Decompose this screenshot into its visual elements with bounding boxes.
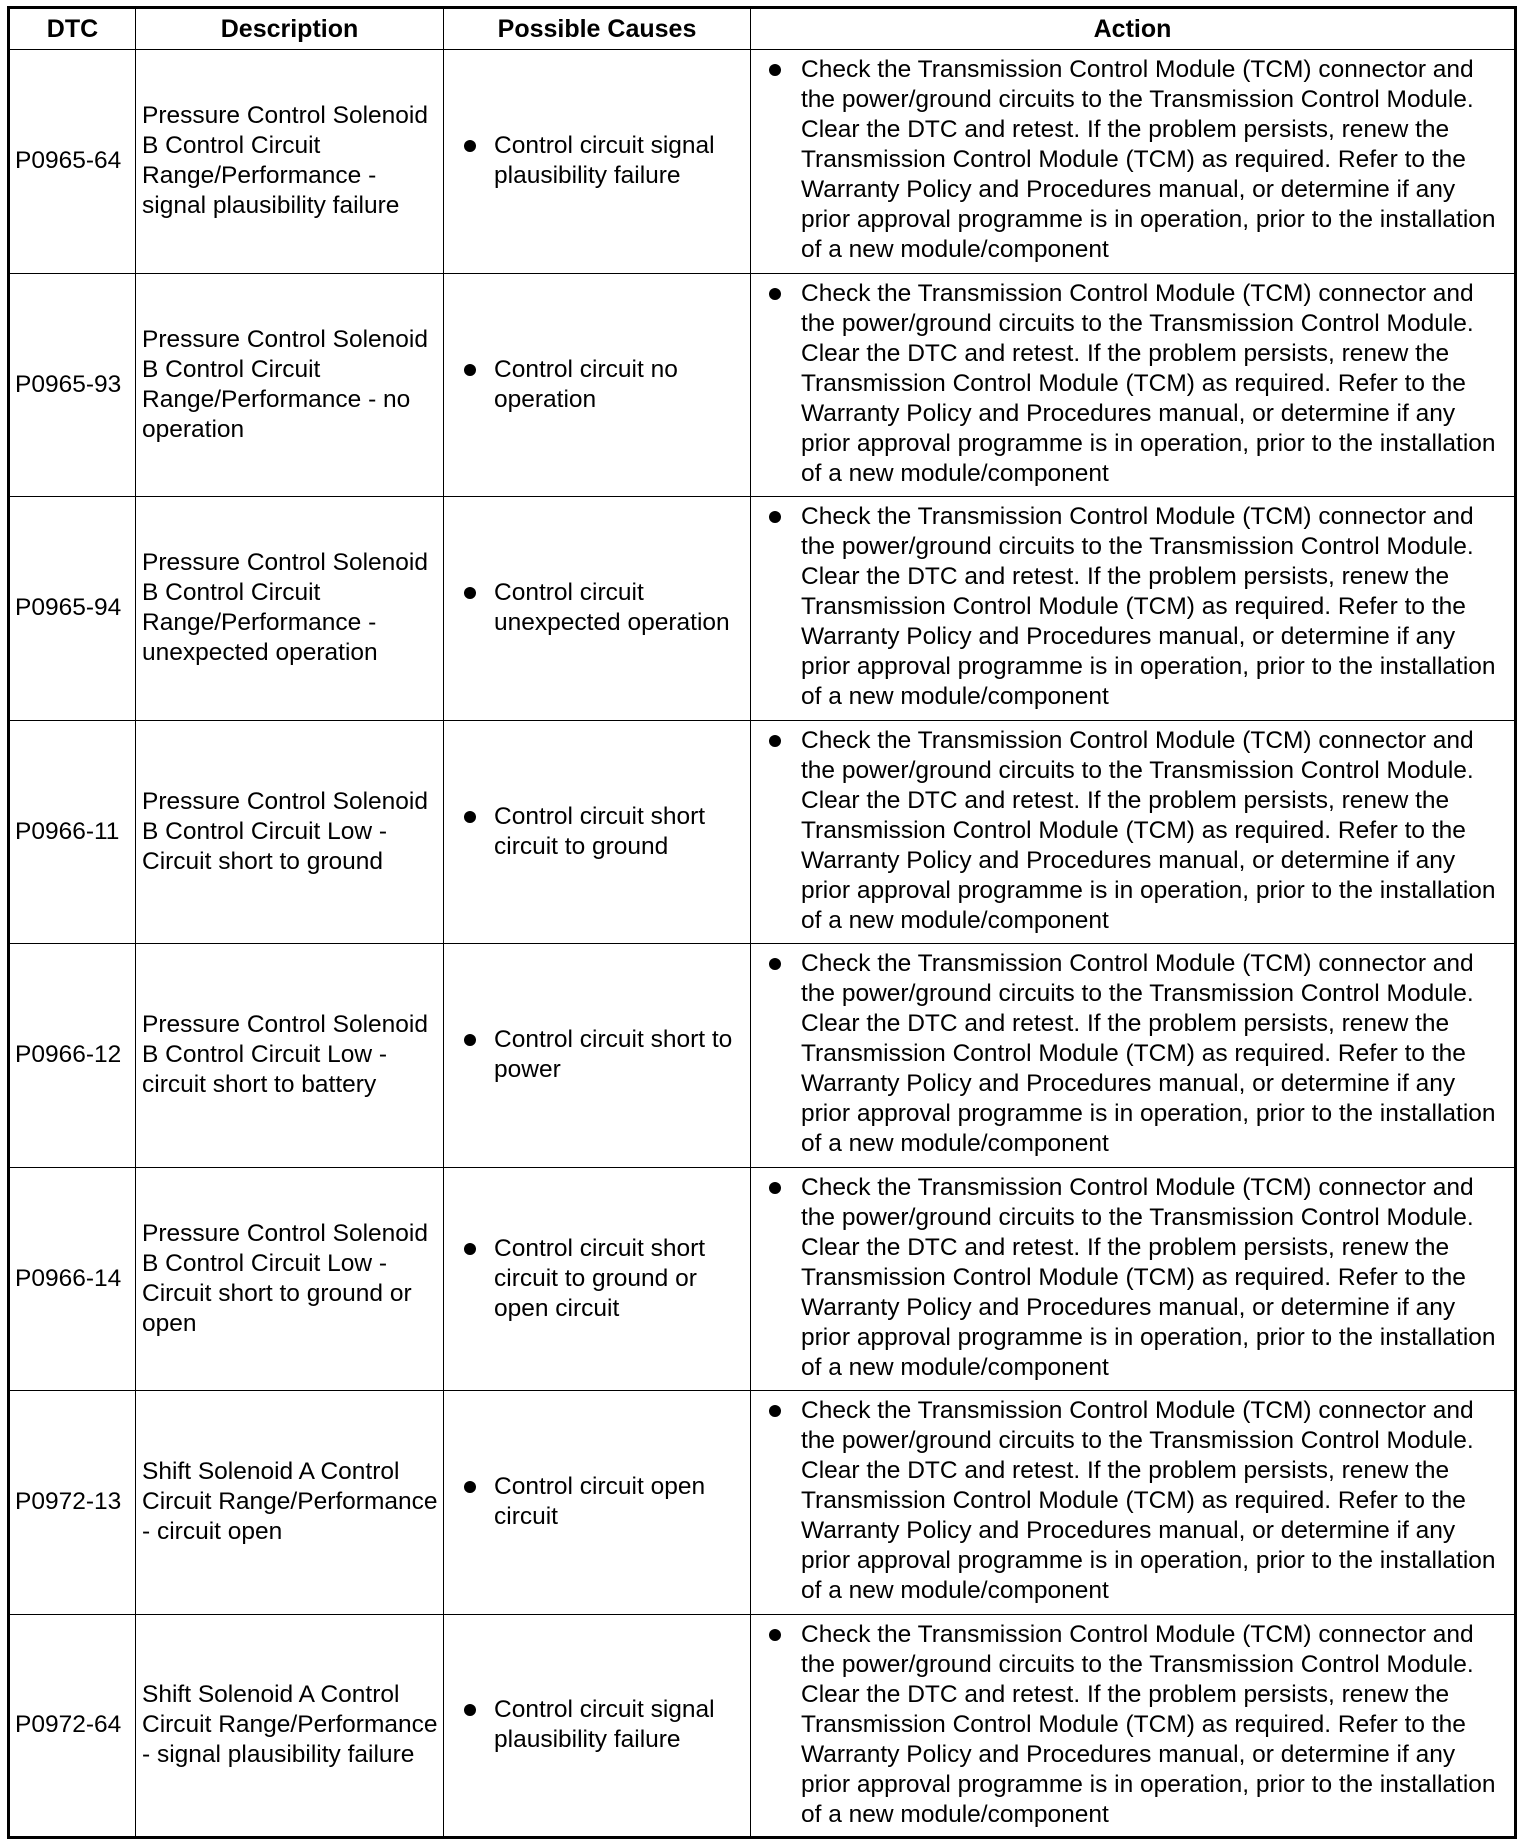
- bullet-icon: [769, 511, 781, 523]
- possible-cause-cell: [444, 720, 751, 944]
- bullet-icon: [769, 288, 781, 300]
- bullet-icon: [464, 1481, 476, 1493]
- dtc-code: P0966-14: [9, 1167, 136, 1391]
- possible-cause: Control circuit signal plausibility failure: [494, 132, 715, 190]
- possible-cause: Control circuit open circuit: [494, 1473, 706, 1531]
- action-cell: [751, 497, 1516, 721]
- table-row: [9, 50, 1516, 274]
- description: Pressure Control Solenoid B Control Circuit Range/Performance - signal plausibility failure: [136, 50, 444, 274]
- action-cell: [751, 273, 1516, 497]
- table-row: [9, 497, 1516, 721]
- bullet-icon: [464, 364, 476, 376]
- action-text: Check the Transmission Control Module (TCM) connector and the power/ground circuits to the Transmission Control Module. Clear the DTC and retest. If the problem persists, renew the Transmission Control Module (TCM) as required. Refer to the Warranty Policy and Procedures manual, or determine if any prior approval programme is in operation, prior to the installation of a new module/component: [801, 1173, 1496, 1381]
- action-text: Check the Transmission Control Module (TCM) connector and the power/ground circuits to the Transmission Control Module. Clear the DTC and retest. If the problem persists, renew the Transmission Control Module (TCM) as required. Refer to the Warranty Policy and Procedures manual, or determine if any prior approval programme is in operation, prior to the installation of a new module/component: [801, 503, 1496, 710]
- bullet-icon: [769, 1182, 781, 1194]
- description: Pressure Control Solenoid B Control Circuit Low - Circuit short to ground: [136, 720, 444, 944]
- dtc-code: P0966-11: [9, 720, 136, 944]
- dtc-code: P0965-64: [9, 50, 136, 274]
- action-cell: [751, 50, 1516, 274]
- header-possible-causes: Possible Causes: [444, 8, 751, 50]
- header-action: Action: [751, 8, 1516, 50]
- table-row: [9, 720, 1516, 944]
- dtc-code: P0972-13: [9, 1391, 136, 1615]
- dtc-code: P0972-64: [9, 1614, 136, 1838]
- bullet-icon: [464, 1034, 476, 1046]
- bullet-icon: [464, 811, 476, 823]
- possible-cause: Control circuit unexpected operation: [494, 579, 730, 637]
- table-body: [9, 50, 1516, 1838]
- possible-cause-cell: [444, 497, 751, 721]
- dtc-code: P0966-12: [9, 944, 136, 1168]
- description: Shift Solenoid A Control Circuit Range/Performance - circuit open: [136, 1391, 444, 1615]
- action-cell: [751, 944, 1516, 1168]
- description: Pressure Control Solenoid B Control Circuit Range/Performance - no operation: [136, 273, 444, 497]
- table-row: [9, 944, 1516, 1168]
- action-cell: [751, 1391, 1516, 1615]
- action-cell: [751, 1614, 1516, 1838]
- action-text: Check the Transmission Control Module (TCM) connector and the power/ground circuits to the Transmission Control Module. Clear the DTC and retest. If the problem persists, renew the Transmission Control Module (TCM) as required. Refer to the Warranty Policy and Procedures manual, or determine if any prior approval programme is in operation, prior to the installation of a new module/component: [801, 1397, 1496, 1604]
- bullet-icon: [769, 1629, 781, 1641]
- possible-cause: Control circuit signal plausibility failure: [494, 1696, 715, 1754]
- bullet-icon: [769, 735, 781, 747]
- possible-cause-cell: [444, 273, 751, 497]
- header-dtc: DTC: [9, 8, 136, 50]
- action-cell: [751, 720, 1516, 944]
- bullet-icon: [769, 1405, 781, 1417]
- description: Pressure Control Solenoid B Control Circuit Low - circuit short to battery: [136, 944, 444, 1168]
- table-row: [9, 1614, 1516, 1838]
- possible-cause: Control circuit short circuit to ground or open circuit: [494, 1234, 706, 1322]
- table-header: [9, 8, 1516, 50]
- action-text: Check the Transmission Control Module (TCM) connector and the power/ground circuits to the Transmission Control Module. Clear the DTC and retest. If the problem persists, renew the Transmission Control Module (TCM) as required. Refer to the Warranty Policy and Procedures manual, or determine if any prior approval programme is in operation, prior to the installation of a new module/component: [801, 279, 1496, 487]
- possible-cause-cell: [444, 1167, 751, 1391]
- possible-cause: Control circuit no operation: [494, 355, 678, 413]
- possible-cause-cell: [444, 944, 751, 1168]
- bullet-icon: [769, 64, 781, 76]
- action-text: Check the Transmission Control Module (TCM) connector and the power/ground circuits to the Transmission Control Module. Clear the DTC and retest. If the problem persists, renew the Transmission Control Module (TCM) as required. Refer to the Warranty Policy and Procedures manual, or determine if any prior approval programme is in operation, prior to the installation of a new module/component: [801, 950, 1496, 1157]
- bullet-icon: [769, 958, 781, 970]
- header-description: Description: [136, 8, 444, 50]
- bullet-icon: [464, 587, 476, 599]
- dtc-code: P0965-94: [9, 497, 136, 721]
- possible-cause-cell: [444, 1391, 751, 1615]
- action-text: Check the Transmission Control Module (TCM) connector and the power/ground circuits to the Transmission Control Module. Clear the DTC and retest. If the problem persists, renew the Transmission Control Module (TCM) as required. Refer to the Warranty Policy and Procedures manual, or determine if any prior approval programme is in operation, prior to the installation of a new module/component: [801, 1620, 1496, 1828]
- possible-cause-cell: [444, 1614, 751, 1838]
- table-row: [9, 1167, 1516, 1391]
- table-row: [9, 273, 1516, 497]
- possible-cause: Control circuit short to power: [494, 1026, 733, 1084]
- possible-cause: Control circuit short circuit to ground: [494, 802, 706, 860]
- bullet-icon: [464, 1243, 476, 1255]
- action-cell: [751, 1167, 1516, 1391]
- description: Pressure Control Solenoid B Control Circuit Range/Performance - unexpected operation: [136, 497, 444, 721]
- action-text: Check the Transmission Control Module (TCM) connector and the power/ground circuits to the Transmission Control Module. Clear the DTC and retest. If the problem persists, renew the Transmission Control Module (TCM) as required. Refer to the Warranty Policy and Procedures manual, or determine if any prior approval programme is in operation, prior to the installation of a new module/component: [801, 726, 1496, 934]
- table-row: [9, 1391, 1516, 1615]
- action-text: Check the Transmission Control Module (TCM) connector and the power/ground circuits to the Transmission Control Module. Clear the DTC and retest. If the problem persists, renew the Transmission Control Module (TCM) as required. Refer to the Warranty Policy and Procedures manual, or determine if any prior approval programme is in operation, prior to the installation of a new module/component: [801, 56, 1496, 263]
- dtc-table: [7, 6, 1517, 1839]
- bullet-icon: [464, 140, 476, 152]
- bullet-icon: [464, 1704, 476, 1716]
- description: Pressure Control Solenoid B Control Circuit Low - Circuit short to ground or open: [136, 1167, 444, 1391]
- dtc-code: P0965-93: [9, 273, 136, 497]
- header-row: [9, 8, 1516, 50]
- possible-cause-cell: [444, 50, 751, 274]
- description: Shift Solenoid A Control Circuit Range/Performance - signal plausibility failure: [136, 1614, 444, 1838]
